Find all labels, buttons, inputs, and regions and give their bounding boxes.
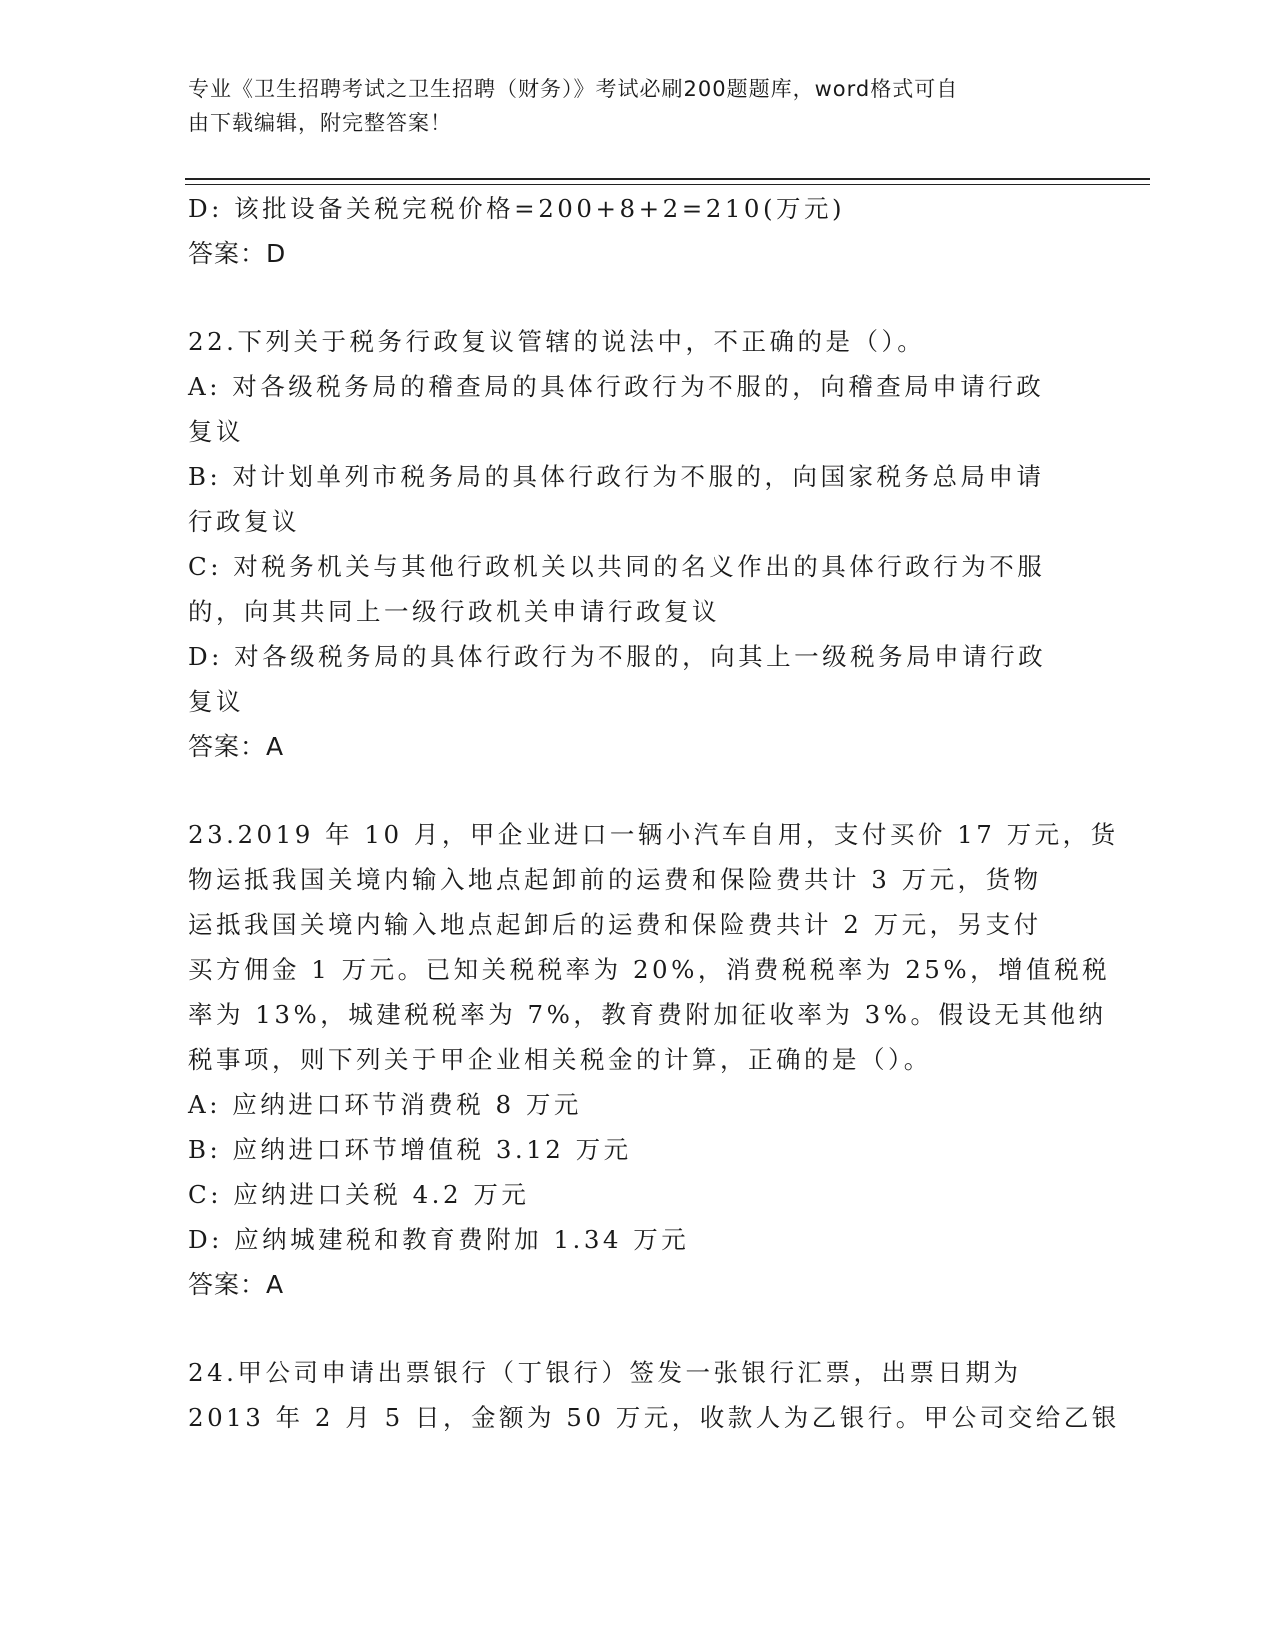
q21-option-d: D: 该批设备关税完税价格=200+8+2=210(万元) (188, 194, 846, 223)
q23-stem-line-2: 物运抵我国关境内输入地点起卸前的运费和保险费共计 3 万元，货物 (188, 865, 1042, 894)
question-23 (188, 812, 1119, 1307)
q23-stem-line-3: 运抵我国关境内输入地点起卸后的运费和保险费共计 2 万元，另支付 (188, 910, 1042, 939)
question-21-tail (188, 186, 1088, 276)
q23-option-c: C: 应纳进口关税 4.2 万元 (188, 1180, 530, 1209)
q23-option-d: D: 应纳城建税和教育费附加 1.34 万元 (188, 1225, 690, 1254)
q23-stem-line-4: 买方佣金 1 万元。已知关税税率为 20%，消费税税率为 25%，增值税税 (188, 955, 1111, 984)
header-divider-thin (185, 184, 1150, 185)
q23-stem-line-1: 23.2019 年 10 月，甲企业进口一辆小汽车自用，支付买价 17 万元，货 (188, 820, 1119, 849)
q23-stem-line-6: 税事项，则下列关于甲企业相关税金的计算，正确的是（）。 (188, 1045, 932, 1074)
q24-stem-line-1: 24.甲公司申请出票银行（丁银行）签发一张银行汇票，出票日期为 (188, 1358, 1022, 1387)
q23-stem-line-5: 率为 13%，城建税税率为 7%，教育费附加征收率为 3%。假设无其他纳 (188, 1000, 1107, 1029)
q22-option-b: B: 对计划单列市税务局的具体行政行为不服的，向国家税务总局申请 (188, 462, 1045, 491)
question-22 (188, 319, 1088, 769)
q22-option-d-cont: 复议 (188, 687, 244, 716)
q22-option-c: C: 对税务机关与其他行政机关以共同的名义作出的具体行政行为不服 (188, 552, 1046, 581)
q22-stem: 22.下列关于税务行政复议管辖的说法中，不正确的是（）。 (188, 327, 926, 356)
document-body (188, 186, 1120, 1440)
q24-stem-line-2: 2013 年 2 月 5 日，金额为 50 万元，收款人为乙银行。甲公司交给乙银 (188, 1403, 1120, 1432)
q22-option-d: D: 对各级税务局的具体行政行为不服的，向其上一级税务局申请行政 (188, 642, 1047, 671)
q23-answer: 答案：A (188, 1270, 285, 1299)
header-line-1: 专业《卫生招聘考试之卫生招聘（财务）》考试必刷200题题库，word格式可自 (188, 77, 959, 101)
q22-option-a: A: 对各级税务局的稽查局的具体行政行为不服的，向稽查局申请行政 (188, 372, 1045, 401)
q23-option-a: A: 应纳进口环节消费税 8 万元 (188, 1090, 582, 1119)
q22-answer: 答案：A (188, 732, 285, 761)
q22-option-a-cont: 复议 (188, 417, 244, 446)
q21-answer: 答案：D (188, 239, 287, 268)
header-divider-thick (185, 178, 1150, 180)
header-line-2: 由下载编辑，附完整答案！ (188, 111, 452, 135)
question-24 (188, 1350, 1120, 1440)
q22-option-c-cont: 的，向其共同上一级行政机关申请行政复议 (188, 597, 720, 626)
q22-option-b-cont: 行政复议 (188, 507, 300, 536)
q23-option-b: B: 应纳进口环节增值税 3.12 万元 (188, 1135, 632, 1164)
page-header (188, 72, 1068, 140)
